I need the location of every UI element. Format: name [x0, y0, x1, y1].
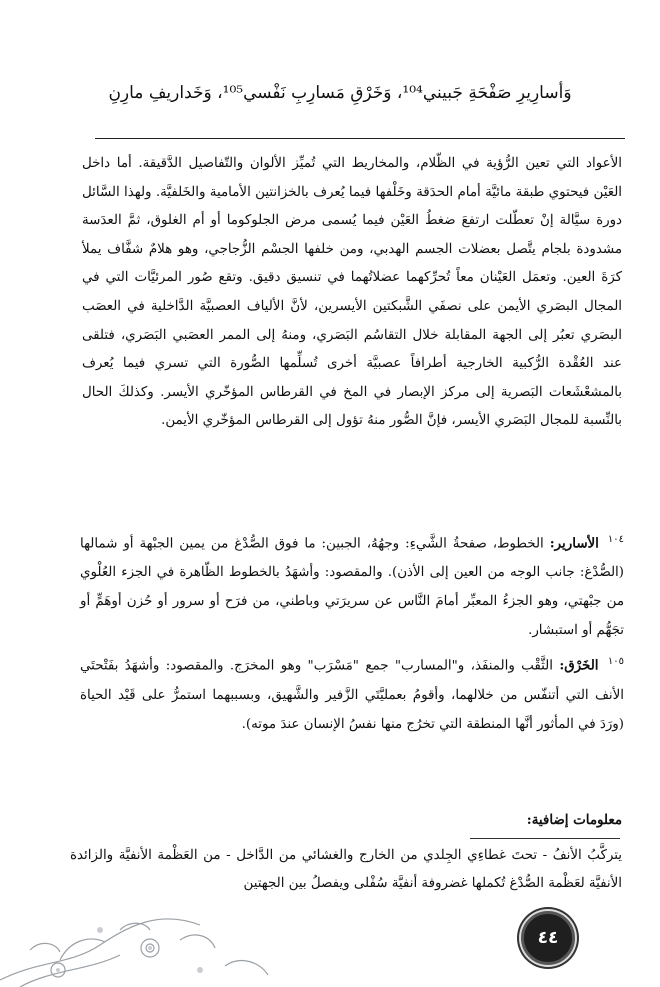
- footnote-term: الخَرْق:: [559, 657, 599, 674]
- page-number-badge: [521, 911, 575, 965]
- footnote-number: ١٠٤: [607, 534, 624, 545]
- footnote-text: الخطوط، صفحةُ الشَّيءِ: وجهُهُ، الجبين: ما فوق الصُّدْغ من يمين الجبْهة أو شمالها (الصُّدْغ: جانب الوجه من العين إلى الأذن). والمقصود: وأشهَدُ بالخطوط الظّاهرة في الجزء العُلْوي من جبْهتي، وهو الجزءُ المعبِّر أمامَ النَّاس عن سريرَتي وباطني، من فرَح أو سرور أو حُزن أوهَمٍّ أو تجَهُّم أو استبشار.: [80, 536, 624, 639]
- floral-ornament-icon: [0, 870, 300, 987]
- footnote-105: [80, 647, 624, 738]
- footnote-number: ١٠٥: [607, 656, 624, 668]
- footnote-text: الثَّقْب والمنفَذ، و"المسارب" جمع "مَسْرَب" وهو المخرَج. والمقصود: وأشهَدُ بفَتْحتَي الأنف التي أتنفّس من خلالهما، وأقومُ بعمليَّتَي الزَّفير والشَّهيق، وبسببهما استمرُّ على قَيْد الحياة (ورَدَ في المأثور أنَّها المنطقة التي تخرُج منها نفسُ الإنسان عندَ موته).: [80, 658, 624, 732]
- verse-line: وَأسارِيرِ صَفْحَةِ جَبيني¹⁰⁴، وَخَرْقِ مَسارِبِ نَفْسي¹⁰⁵، وَخَداريفِ مارِنِ: [108, 83, 572, 103]
- extra-info-text: يتركَّبُ الأنفُ - تحتَ غطاءِي الجِلدي من الخارج والغشائي من الدَّاخل - من العَظْمة الأنفيَّة والزائدة الأنفيَّة لعَظْمة الصُّدْغ تُكملها غضروفة أنفيَّة سُفْلى ويفصلُ بين الجهتين: [70, 848, 622, 891]
- commentary-body: [82, 150, 622, 436]
- page-number: ٤٤: [537, 928, 559, 948]
- footnote-104: [80, 525, 624, 645]
- footnotes: [80, 525, 624, 741]
- footnote-term: الأسارير:: [549, 535, 599, 552]
- extra-info-title: معلومات إضافية:: [526, 812, 622, 828]
- separator-rule: [95, 138, 625, 139]
- commentary-paragraph: الأعواد التي تعين الرُّؤية في الظّلام، والمخاريط التي تُميِّز الألوان والتّفاصيل الدَّقيقة. أما داخل العَيْن فيحتوي طبقة مائيَّة أمام الحدَقة وخَلْفها فيما يُعرف بالخزانتين الأمامية والخَلفيَّة. ولهذا السَّائل دورة سيَّالة إنْ تعطّلت ارتفعَ ضغطُ العَيْن فيما يُسمى مرض الجلوكوما أو أم الغلوق، ثمَّ العدَسة مشدودة بلجام يتَّصل بعضلات الجسم الهدبي، ومن خلفها الجسْم الزُّجاجي، وهو هلامٌ شفَّاف يملأ كرَةَ العين. وتعمَل العَيْنان معاً تُحرِّكهما عضلاتُهما في تنسيق دقيق. وتقع صُور المرئيَّات التي في المجال البصَري الأيمن على نصفَي الشَّبكتين الأيسرين، لأنَّ الألياف العصبيَّة الدَّاخلية في العصَب البصَري تعبُر إلى الجهة المقابلة خلال التقاسُم البَصَري، ومنهُ إلى الممر العصَبي البَصَري، فتلقى عند العُقْدة الرُّكبية الخارجية أطرافاً عصبيَّة أخرى تُسلِّمها الصُّورة التي تسري فيما يُعرف بالمشعْشَعات البَصرية إلى مركز الإبصار في المخ في القرطاس المؤخّري الأيسر. وكذلكَ الحال بالنِّسبة للمجال البَصَري الأيسر، فإنَّ الصُّور منهُ تؤول إلى القرطاس المؤخّري الأيمن.: [82, 156, 622, 429]
- extra-info-underline: [470, 838, 620, 839]
